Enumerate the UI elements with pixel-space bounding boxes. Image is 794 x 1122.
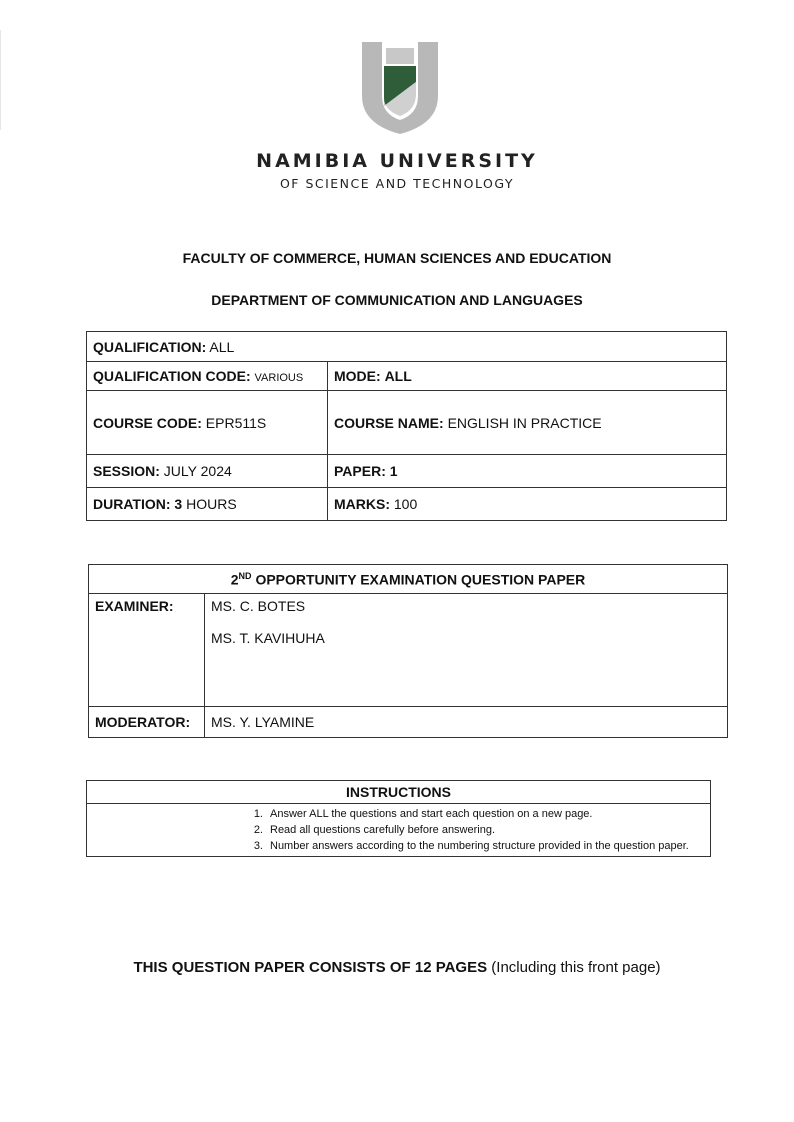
scan-margin-mark (0, 30, 1, 130)
instructions-body (87, 804, 711, 857)
exam-title-sup: ND (238, 570, 252, 581)
instruction-text: Answer ALL the questions and start each question on a new page. (270, 808, 593, 820)
qualification-code-value: VARIOUS (254, 372, 304, 384)
session-label: SESSION: (93, 463, 160, 479)
course-code-label: COURSE CODE: (93, 414, 202, 431)
examiner-name-2: MS. T. KAVIHUHA (211, 630, 325, 646)
university-subtitle: OF SCIENCE AND TECHNOLOGY (279, 176, 515, 191)
paper-label: PAPER: (334, 463, 386, 479)
duration-cell (87, 488, 328, 521)
course-details-table (86, 331, 727, 521)
duration-number: 3 (174, 496, 183, 512)
mode-label: MODE: (334, 368, 381, 384)
qualification-code-cell (87, 362, 328, 391)
qualification-value: ALL (209, 338, 235, 355)
instruction-item (245, 806, 704, 822)
qualification-label: QUALIFICATION: (93, 338, 207, 355)
marks-cell (328, 488, 727, 521)
instruction-text: Number answers according to the numbering structure provided in the question paper. (270, 840, 689, 852)
instruction-text: Read all questions carefully before answering. (270, 824, 496, 836)
instructions-list (245, 806, 704, 854)
paper-value: 1 (389, 463, 398, 479)
university-name: NAMIBIA UNIVERSITY (256, 150, 538, 172)
duration-unit: HOURS (186, 496, 237, 512)
moderator-name: MS. Y. LYAMINE (205, 707, 728, 738)
instruction-item (245, 822, 704, 838)
mode-value: ALL (384, 368, 412, 384)
department-heading: DEPARTMENT OF COMMUNICATION AND LANGUAGES (211, 292, 583, 308)
instruction-number: 3. (253, 840, 263, 852)
exam-title-prefix: 2 (230, 571, 239, 588)
session-value: JULY 2024 (163, 463, 232, 479)
session-cell (87, 455, 328, 488)
page-count-bold: THIS QUESTION PAPER CONSISTS OF 12 PAGES (133, 959, 488, 976)
instructions-table (86, 780, 711, 857)
qualification-code-label: QUALIFICATION CODE: (93, 368, 251, 384)
instruction-item (245, 838, 704, 854)
marks-label: MARKS: (334, 496, 390, 512)
course-code-cell (87, 391, 328, 455)
exam-title (89, 565, 728, 594)
university-logo (356, 36, 444, 136)
page-count-note-text: (Including this front page) (491, 959, 661, 976)
page-count-note (0, 959, 794, 976)
examiner-cell (205, 594, 728, 707)
instruction-number: 2. (253, 824, 263, 836)
marks-value: 100 (393, 496, 418, 512)
course-name-label: COURSE NAME: (334, 414, 444, 431)
exam-title-rest: OPPORTUNITY EXAMINATION QUESTION PAPER (255, 571, 586, 588)
paper-cell (328, 455, 727, 488)
course-name-value: ENGLISH IN PRACTICE (447, 414, 602, 431)
instructions-title: INSTRUCTIONS (87, 781, 711, 804)
examiner-name-1: MS. C. BOTES (211, 598, 306, 614)
instruction-number: 1. (253, 808, 263, 820)
qualification-cell (87, 332, 727, 362)
course-name-cell (328, 391, 727, 455)
mode-cell (328, 362, 727, 391)
duration-label: DURATION: (93, 496, 171, 512)
course-code-value: EPR511S (205, 414, 267, 431)
moderator-label: MODERATOR: (89, 707, 205, 738)
faculty-heading: FACULTY OF COMMERCE, HUMAN SCIENCES AND EDUCATION (182, 250, 612, 266)
examiner-label: EXAMINER: (89, 594, 205, 707)
exam-staff-table (88, 564, 728, 738)
